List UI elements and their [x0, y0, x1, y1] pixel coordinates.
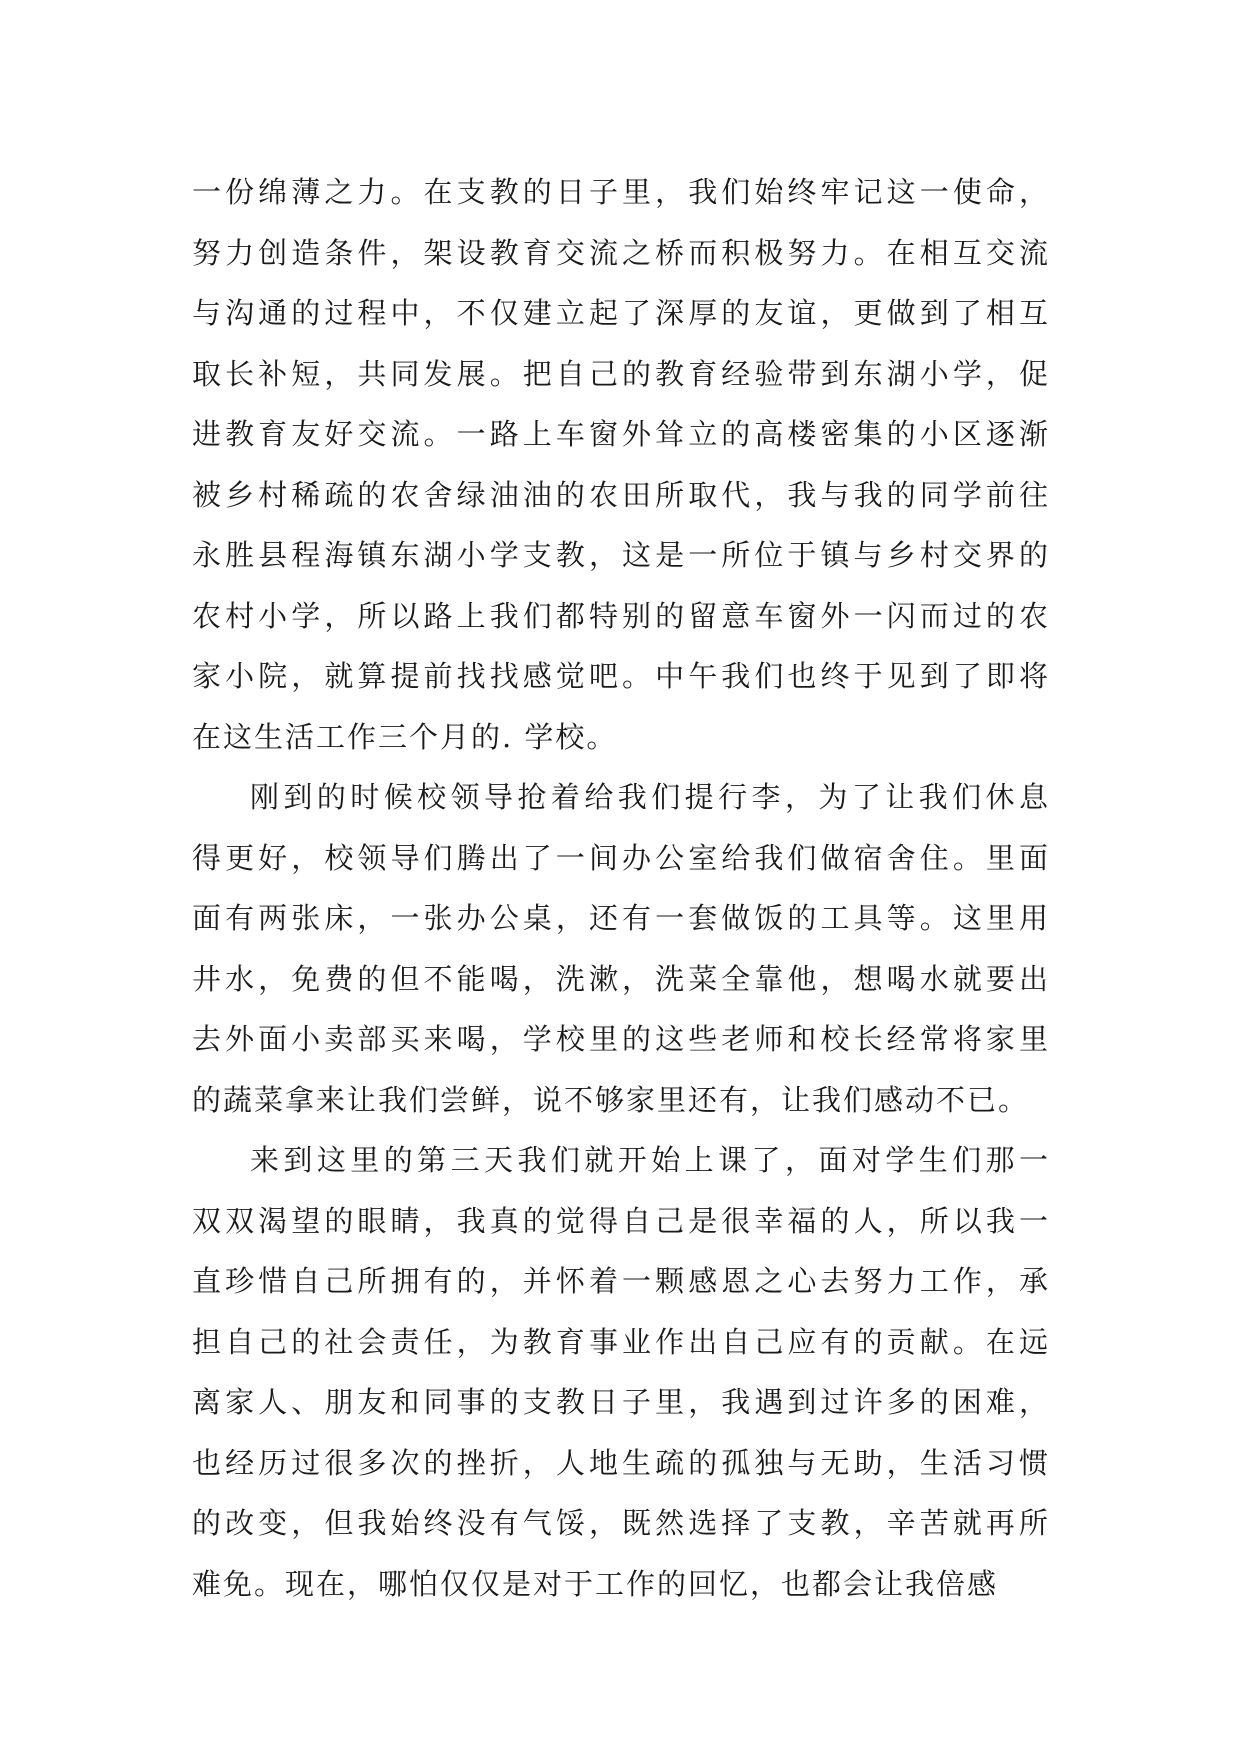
paragraph-1-line: 与沟通的过程中，不仅建立起了深厚的友谊，更做到了相互 — [192, 296, 1050, 330]
paragraph-3-line: 也经历过很多次的挫折，人地生疏的孤独与无助，生活习惯 — [192, 1445, 1050, 1480]
paragraph-3-line: 双双渴望的眼睛，我真的觉得自己是很幸福的人，所以我一 — [192, 1203, 1050, 1238]
paragraph-1-line: 农村小学，所以路上我们都特别的留意车窗外一闪而过的农 — [192, 598, 1050, 633]
body-text — [192, 162, 1050, 1614]
paragraph-1-line: 进教育友好交流。一路上车窗外耸立的高楼密集的小区逐渐 — [192, 417, 1050, 451]
paragraph-1-line: 永胜县程海镇东湖小学支教，这是一所位于镇与乡村交界的 — [192, 538, 1050, 572]
paragraph-1-line: 家小院，就算提前找找感觉吧。中午我们也终于见到了即将 — [192, 659, 1050, 693]
paragraph-3-line: 的改变，但我始终没有气馁，既然选择了支教，辛苦就再所 — [192, 1506, 1050, 1540]
paragraph-3-line: 担自己的社会责任，为教育事业作出自己应有的贡献。在远 — [192, 1324, 1050, 1359]
paragraph-3-line: 离家人、朋友和同事的支教日子里，我遇到过许多的困难， — [192, 1385, 1050, 1419]
paragraph-2-line: 面有两张床，一张办公桌，还有一套做饭的工具等。这里用 — [192, 901, 1050, 935]
paragraph-1-line: 在这生活工作三个月的. 学校。 — [192, 719, 618, 754]
paragraph-1-line: 一份绵薄之力。在支教的日子里，我们始终牢记这一使命， — [192, 175, 1050, 209]
paragraph-2-line: 的蔬菜拿来让我们尝鲜，说不够家里还有，让我们感动不已。 — [192, 1082, 1030, 1117]
paragraph-2-line: 去外面小卖部买来喝，学校里的这些老师和校长经常将家里 — [192, 1022, 1050, 1056]
paragraph-1-line: 取长补短，共同发展。把自己的教育经验带到东湖小学，促 — [192, 356, 1050, 391]
paragraph-2-line: 井水，免费的但不能喝，洗漱，洗菜全靠他，想喝水就要出 — [192, 961, 1050, 996]
paragraph-1-line: 努力创造条件，架设教育交流之桥而积极努力。在相互交流 — [192, 235, 1050, 270]
paragraph-3-line: 直珍惜自己所拥有的，并怀着一颗感恩之心去努力工作，承 — [192, 1264, 1050, 1298]
paragraph-2-line: 得更好，校领导们腾出了一间办公室给我们做宿舍住。里面 — [192, 840, 1050, 875]
paragraph-3-line: 难免。现在，哪怕仅仅是对于工作的回忆，也都会让我倍感 — [192, 1566, 999, 1601]
paragraph-3-line: 来到这里的第三天我们就开始上课了，面对学生们那一 — [250, 1143, 1050, 1177]
paragraph-1-line: 被乡村稀疏的农舍绿油油的农田所取代，我与我的同学前往 — [192, 477, 1050, 512]
paragraph-2-line: 刚到的时候校领导抢着给我们提行李，为了让我们休息 — [250, 780, 1050, 814]
